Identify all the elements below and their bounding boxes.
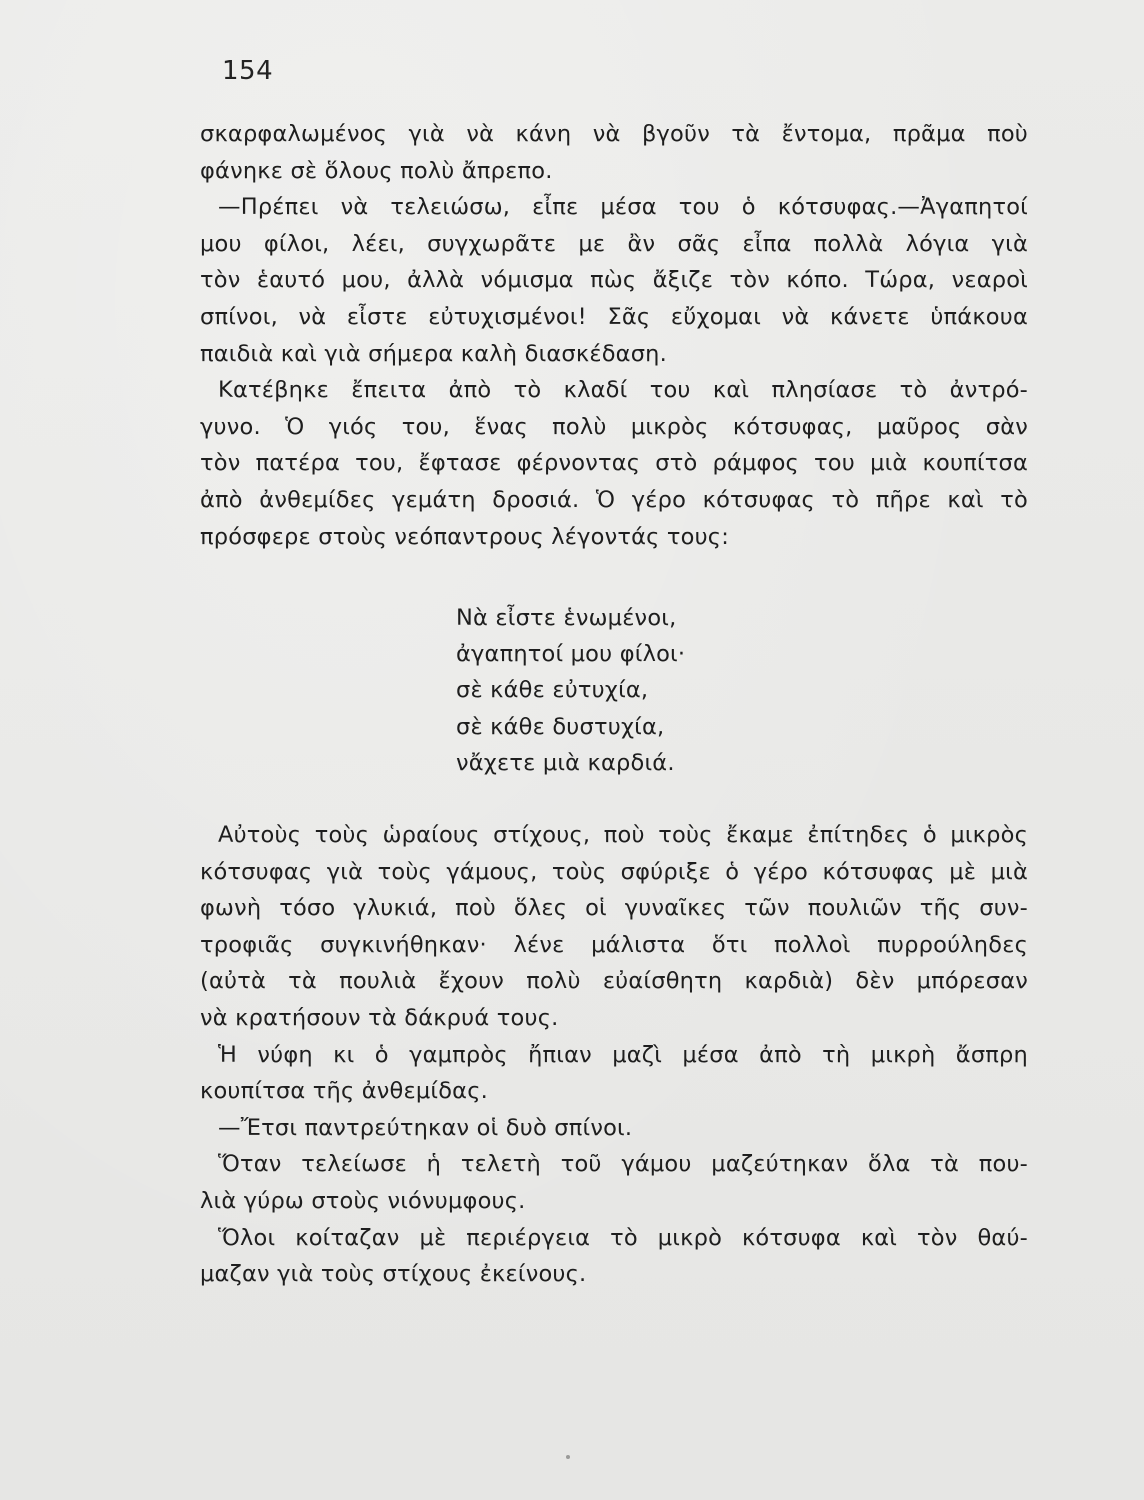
- page-number: 154: [222, 56, 274, 86]
- poem-line: νἄχετε μιὰ καρδιά.: [456, 749, 675, 776]
- text-line: Αὐτοὺς τοὺς ὡραίους στίχους, ποὺ τοὺς ἔκαμε ἐπίτηδες ὁ μικρὸς: [218, 822, 1028, 848]
- text-line: κουπίτσα τῆς ἀνθεμίδας.: [200, 1078, 488, 1105]
- text-line: —Ἔτσι παντρεύτηκαν οἱ δυὸ σπίνοι.: [218, 1114, 633, 1141]
- text-line: (αὐτὰ τὰ πουλιὰ ἔχουν πολὺ εὐαίσθητη καρδιὰ) δὲν μπόρεσαν: [200, 968, 1028, 995]
- poem-line: ἀγαπητοί μου φίλοι·: [456, 641, 686, 668]
- text-line: τὸν ἑαυτό μου, ἀλλὰ νόμισμα πὼς ἄξιζε τὸν κόπο. Τώρα, νεαροὶ: [200, 267, 1028, 294]
- poem-verse: [456, 600, 685, 781]
- text-block-top: [200, 116, 1028, 555]
- text-line: φωνὴ τόσο γλυκιά, ποὺ ὅλες οἱ γυναῖκες τῶν πουλιῶν τῆς συν-: [200, 895, 1028, 922]
- poem-line: σὲ κάθε δυστυχία,: [456, 713, 665, 740]
- paper-speck: [566, 1455, 570, 1459]
- text-line: φάνηκε σὲ ὅλους πολὺ ἄπρεπο.: [200, 157, 553, 184]
- text-line: —Πρέπει νὰ τελειώσω, εἶπε μέσα του ὁ κότσυφας.—Ἀγαπητοί: [218, 194, 1028, 221]
- text-line: πρόσφερε στοὺς νεόπαντρους λέγοντάς τους:: [200, 523, 729, 550]
- text-line: λιὰ γύρω στοὺς νιόνυμφους.: [200, 1187, 526, 1214]
- text-line: τροφιᾶς συγκινήθηκαν· λένε μάλιστα ὅτι πολλοὶ πυρρούληδες: [200, 931, 1028, 958]
- text-line: μαζαν γιὰ τοὺς στίχους ἐκείνους.: [200, 1261, 587, 1288]
- text-line: Ἡ νύφη κι ὁ γαμπρὸς ἤπιαν μαζὶ μέσα ἀπὸ τὴ μικρὴ ἄσπρη: [218, 1041, 1028, 1068]
- text-line: γυνο. Ὁ γιός του, ἕνας πολὺ μικρὸς κότσυφας, μαῦρος σὰν: [200, 413, 1028, 440]
- text-line: ἀπὸ ἀνθεμίδες γεμάτη δροσιά. Ὁ γέρο κότσυφας τὸ πῆρε καὶ τὸ: [200, 486, 1028, 513]
- text-line: σκαρφαλωμένος γιὰ νὰ κάνη νὰ βγοῦν τὰ ἔντομα, πρᾶμα ποὺ: [200, 121, 1028, 147]
- text-line: κότσυφας γιὰ τοὺς γάμους, τοὺς σφύριξε ὁ γέρο κότσυφας μὲ μιὰ: [200, 858, 1028, 885]
- text-line: παιδιὰ καὶ γιὰ σήμερα καλὴ διασκέδαση.: [200, 340, 667, 367]
- text-line: τὸν πατέρα του, ἔφτασε φέρνοντας στὸ ράμφος του μιὰ κουπίτσα: [200, 450, 1028, 477]
- text-line: σπίνοι, νὰ εἶστε εὐτυχισμένοι! Σᾶς εὔχομαι νὰ κάνετε ὑπάκουα: [200, 303, 1028, 330]
- text-line: Κατέβηκε ἔπειτα ἀπὸ τὸ κλαδί του καὶ πλησίασε τὸ ἀντρό-: [218, 377, 1028, 404]
- text-block-bottom: [200, 817, 1028, 1293]
- text-line: μου φίλοι, λέει, συγχωρᾶτε με ἂν σᾶς εἶπα πολλὰ λόγια γιὰ: [200, 230, 1028, 257]
- poem-line: σὲ κάθε εὐτυχία,: [456, 677, 649, 704]
- poem-line: Νὰ εἶστε ἑνωμένοι,: [456, 605, 677, 631]
- text-line: νὰ κρατήσουν τὰ δάκρυά τους.: [200, 1004, 559, 1031]
- text-line: Ὅταν τελείωσε ἡ τελετὴ τοῦ γάμου μαζεύτηκαν ὅλα τὰ που-: [218, 1151, 1028, 1178]
- text-line: Ὅλοι κοίταζαν μὲ περιέργεια τὸ μικρὸ κότσυφα καὶ τὸν θαύ-: [218, 1224, 1028, 1251]
